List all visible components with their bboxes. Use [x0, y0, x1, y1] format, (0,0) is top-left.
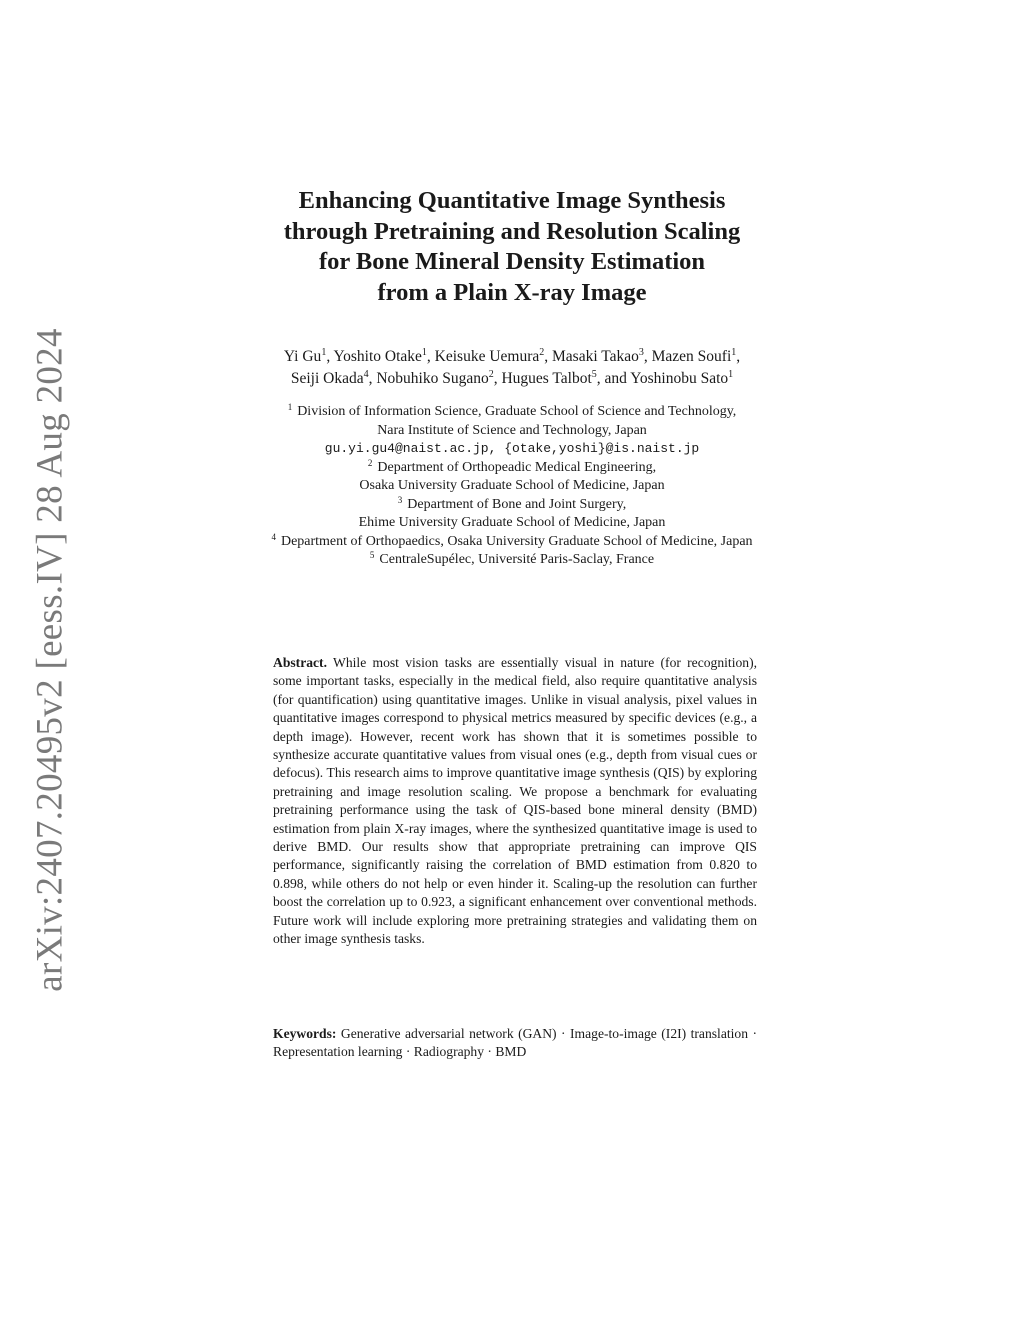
affiliation-line: $^5$ CentraleSupélec, Université Paris-Saclay, France — [369, 550, 655, 567]
abstract-label: Abstract. — [273, 655, 327, 670]
affiliation-line: $^4$ Department of Orthopaedics, Osaka University Graduate School of Medicine, Japan — [271, 531, 753, 549]
author-name: Nobuhiko Sugano — [376, 370, 489, 387]
author-affiliation-mark: 2 — [488, 369, 494, 380]
affiliation-mark: 5 — [369, 550, 375, 560]
abstract — [273, 654, 757, 949]
title-line: for Bone Mineral Density Estimation — [318, 248, 706, 275]
author-line: Yi Gu$^1$, Yoshito Otake$^1$, Keisuke Uemura$^2$, Masaki Takao$^3$, Mazen Soufi$^1$, — [283, 347, 741, 365]
author-affiliation-mark: 2 — [539, 347, 545, 358]
author-list — [212, 346, 812, 390]
title-line: from a Plain X-ray Image — [377, 278, 647, 306]
keywords-label: Keywords: — [273, 1026, 337, 1041]
author-name: Seiji Okada — [290, 370, 364, 387]
author-affiliation-mark: 1 — [421, 347, 427, 358]
affiliation-mark: 4 — [271, 531, 276, 542]
keywords — [273, 1025, 757, 1062]
affiliation-mark: 3 — [397, 494, 403, 505]
author-name: Yi Gu — [283, 348, 322, 365]
paper-title — [212, 186, 812, 308]
keywords-text: Generative adversarial network (GAN) · Image-to-image (I2I) translation · Representation learning · Radiography · BMD — [273, 1026, 757, 1060]
author-name: Yoshito Otake — [333, 348, 422, 365]
affiliation-line: Ehime University Graduate School of Medicine, Japan — [358, 515, 666, 530]
author-affiliation-mark: 1 — [321, 347, 327, 358]
author-name: Yoshinobu Sato — [630, 370, 729, 387]
author-affiliation-mark: 4 — [363, 369, 369, 380]
author-affiliation-mark: 1 — [731, 347, 737, 358]
affiliation-line: $^3$ Department of Bone and Joint Surgery, — [397, 494, 627, 512]
affiliation-mark: 1 — [287, 402, 293, 412]
author-email: gu.yi.gu4@naist.ac.jp, {otake,yoshi}@is.naist.jp — [324, 441, 700, 456]
abstract-text: While most vision tasks are essentially visual in nature (for recognition), some important tasks, especially in the medical field, also require quantitative analysis (for quantification) using quantitative images. Unlike in visual analysis, pixel values in quantitative images correspond to physical metrics measured by specific devices (e.g., a depth image). However, recent work has shown that it is sometimes possible to synthesize accurate quantitative values from visual ones (e.g., depth from visual cues or defocus). This research aims to improve quantitative image synthesis (QIS) by exploring pretraining and image resolution scaling. We propose a benchmark for evaluating pretraining performance using the task of QIS-based bone mineral density (BMD) estimation from plain X-ray images, where the synthesized quantitative image is used to derive BMD. Our results show that appropriate pretraining can improve QIS performance, significantly raising the correlation of BMD estimation from 0.820 to 0.898, while others do not help or even hinder it. Scaling-up the resolution can further boost the correlation up to 0.923, a significant enhancement over conventional methods. Future work will include exploring more pretraining strategies and validating them on other image synthesis tasks. — [273, 655, 757, 947]
author-name: Masaki Takao — [552, 348, 639, 365]
affiliation-block — [212, 403, 812, 570]
author-affiliation-mark: 5 — [591, 369, 597, 380]
affiliation-line: Nara Institute of Science and Technology, Japan — [377, 422, 647, 438]
affiliation-line: Osaka University Graduate School of Medicine, Japan — [359, 478, 665, 493]
title-line: Enhancing Quantitative Image Synthesis — [298, 187, 726, 214]
author-line: Seiji Okada$^4$, Nobuhiko Sugano$^2$, Hugues Talbot$^5$, and Yoshinobu Sato$^1$ — [290, 369, 734, 387]
author-name: Keisuke Uemura — [434, 348, 540, 365]
title-line: through Pretraining and Resolution Scaling — [283, 217, 741, 245]
affiliation-mark: 2 — [367, 457, 373, 468]
affiliation-line: $^2$ Department of Orthopeadic Medical Engineering, — [367, 457, 657, 475]
arxiv-identifier-stamp: arXiv:2407.20495v2 [eess.IV] 28 Aug 2024 — [29, 328, 71, 992]
author-name: Mazen Soufi — [651, 348, 732, 365]
author-affiliation-mark: 1 — [728, 369, 734, 380]
author-affiliation-mark: 3 — [638, 347, 644, 358]
affiliation-line: $^1$ Division of Information Science, Graduate School of Science and Technology, — [287, 402, 737, 419]
author-name: Hugues Talbot — [501, 370, 592, 387]
